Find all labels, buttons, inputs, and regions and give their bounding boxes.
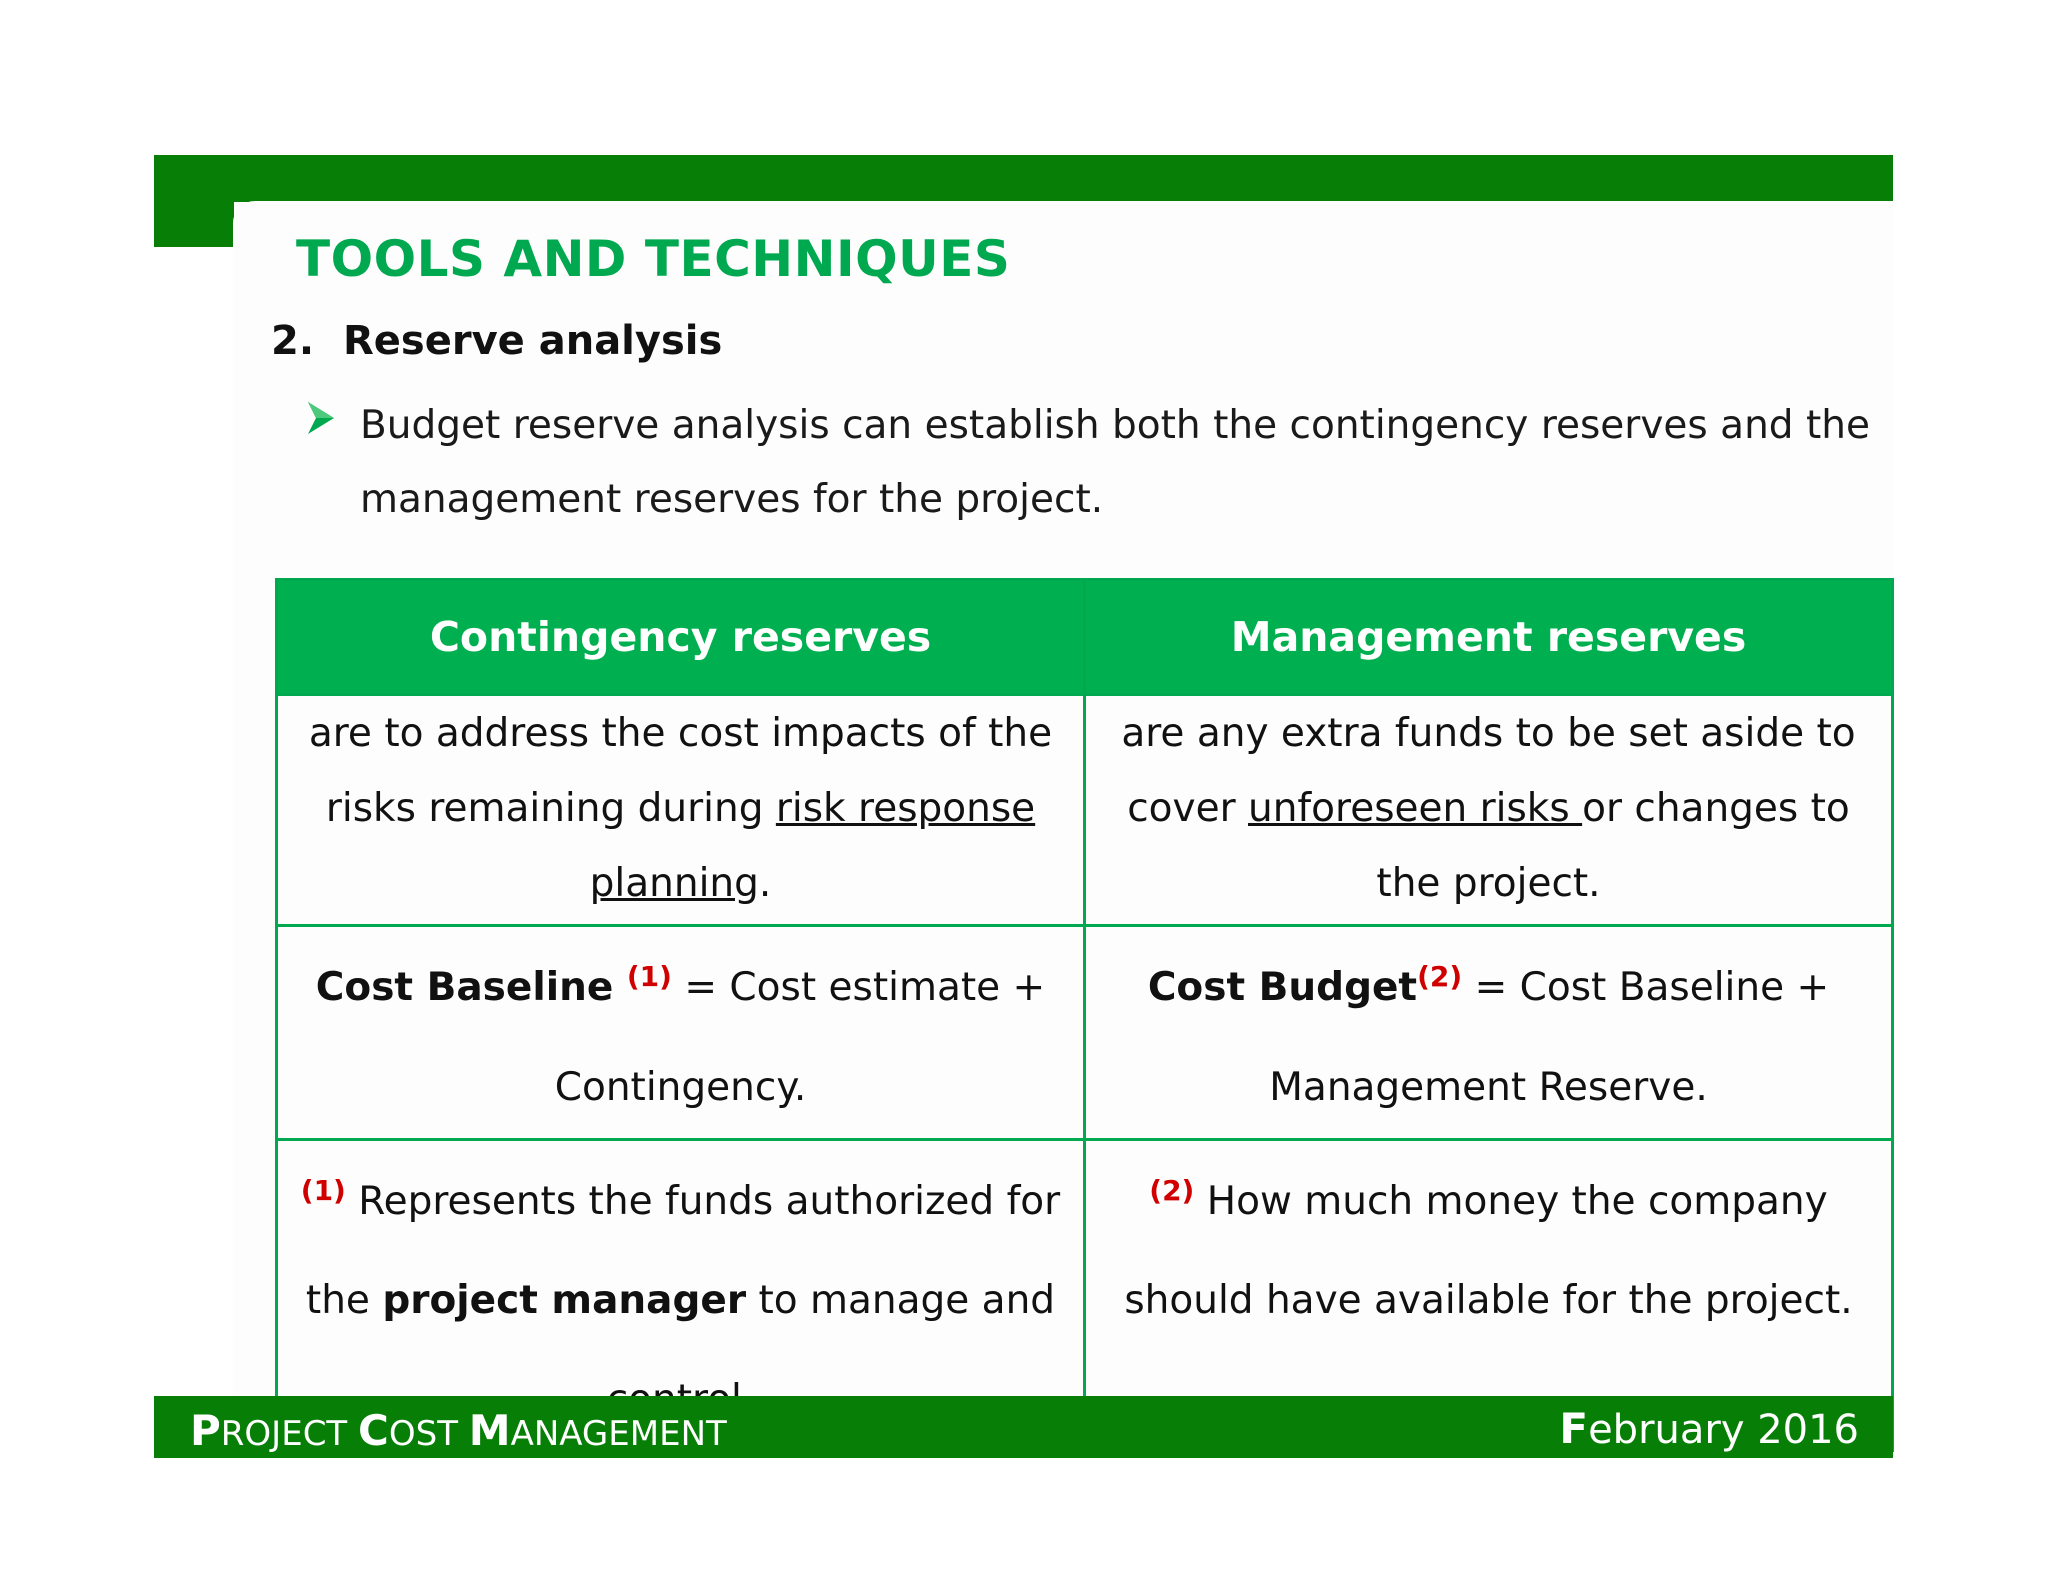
footer-bar xyxy=(154,1396,1893,1458)
header-contingency: Contingency reserves xyxy=(277,580,1085,695)
table-header-row xyxy=(277,580,1893,695)
header-notch xyxy=(154,200,234,247)
cost-budget-formula: Cost Budget$^{(2)}$ = Cost Baseline + Management Reserve. xyxy=(1085,926,1893,1140)
section-heading xyxy=(271,318,722,364)
contingency-description: are to address the cost impacts of the risks remaining during risk response planning. xyxy=(277,695,1085,926)
arrow-bullet-icon xyxy=(306,400,336,436)
slide-title: TOOLS AND TECHNIQUES xyxy=(296,230,1011,288)
section-number: 2. xyxy=(271,318,315,364)
cost-baseline-formula: Cost Baseline $^{(1)}$ = Cost estimate + Contingency. xyxy=(277,926,1085,1140)
bullet-text: Budget reserve analysis can establish both the contingency reserves and the management reserves for the project. xyxy=(360,403,1870,522)
footnote-marker: (1) xyxy=(300,1174,346,1207)
table-row xyxy=(277,926,1893,1140)
table-row xyxy=(277,695,1893,926)
note-contingency: $^{(1)}$ Represents the funds authorized for the project manager to manage and xyxy=(277,1140,1085,1451)
section-heading-text: Reserve analysis xyxy=(343,318,723,364)
risk-response-planning-link: risk response planning xyxy=(589,786,1036,906)
unforeseen-risks-link: unforeseen risks xyxy=(1248,786,1583,831)
footnote-marker: (1) xyxy=(626,960,672,993)
footer-course-title: PROJECT COST MANAGEMENT xyxy=(190,1406,727,1455)
header-management: Management reserves xyxy=(1085,580,1893,695)
reserve-table xyxy=(275,578,1894,1452)
footer-date: February 2016 xyxy=(1559,1404,1859,1453)
header-bar xyxy=(154,155,1893,202)
footnote-marker: (2) xyxy=(1149,1174,1195,1207)
footnote-marker: (2) xyxy=(1417,960,1463,993)
note-management: $^{(2)}$ How much money the company should have available for the project. xyxy=(1085,1140,1893,1451)
management-description: are any extra funds to be set aside to cover unforeseen risks or changes to the project. xyxy=(1085,695,1893,926)
